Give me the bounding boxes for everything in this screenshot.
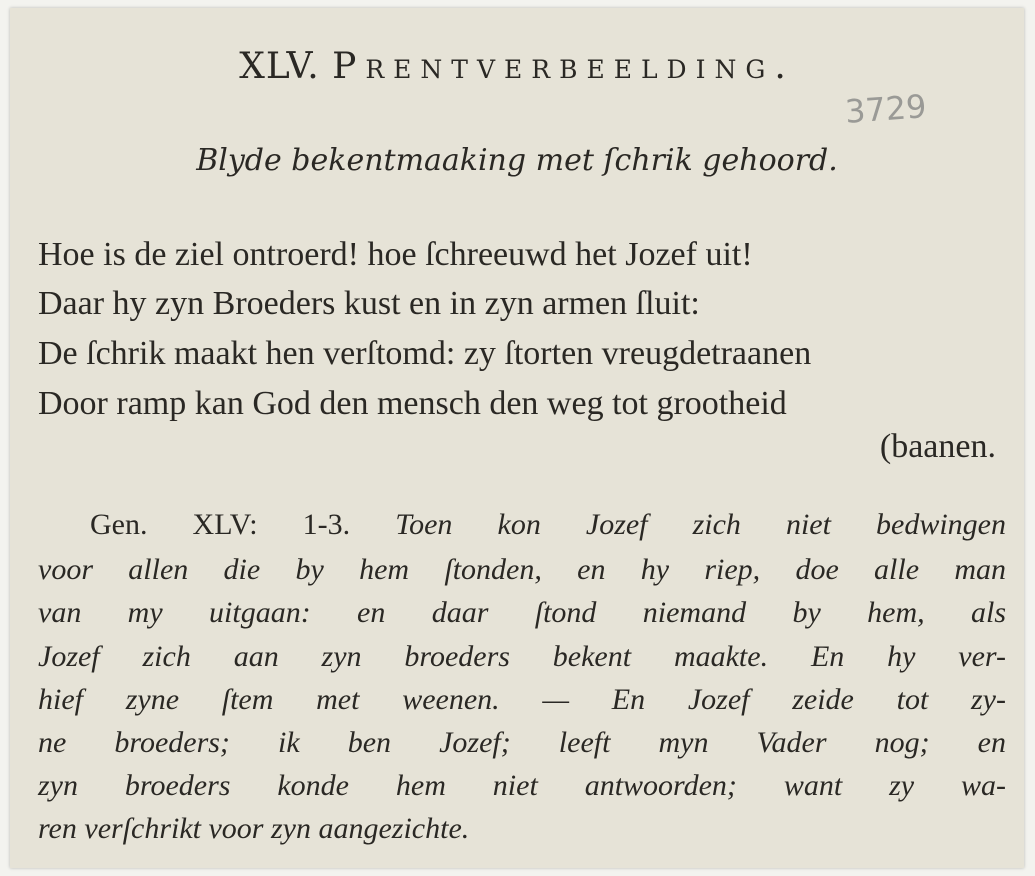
scripture-line-2: voor allen die by hem ſtonden, en hy riep, doe alle man [38,553,1006,586]
verse-line-1: Hoe is de ziel ontroerd! hoe ſchreeuwd het Jozef uit! [38,236,753,273]
inventory-mark: 3729 [843,87,928,131]
subtitle: Blyde bekentmaaking met ſchrik gehoord. [196,143,838,178]
page-sheet [10,8,1024,868]
heading-number: XLV. [239,46,320,87]
heading-title: Prentverbeelding. [332,46,795,87]
verse-line-2: Daar hy zyn Broeders kust en in zyn armen ſluit: [38,285,700,322]
scripture-line-5: hief zyne ſtem met weenen. — En Jozef zeide tot zy- [38,683,1006,716]
scripture-line-3: van my uitgaan: en daar ſtond niemand by hem, als [38,596,1006,629]
verse-line-3: De ſchrik maakt hen verſtomd: zy ſtorten vreugdetraanen [38,335,812,372]
scripture-line-6: ne broeders; ik ben Jozef; leeft myn Vader nog; en [38,726,1006,759]
scripture-reference: Gen. XLV: 1-3. [90,508,351,541]
scripture-line-7: zyn broeders konde hem niet antwoorden; want zy wa- [38,769,1006,802]
page-heading [10,46,1024,87]
verse-line-5: (baanen. [879,428,996,465]
verse-line-4: Door ramp kan God den mensch den weg tot grootheid [38,385,787,422]
scripture-line-1 [90,508,1006,542]
scripture-line-8: ren verſchrikt voor zyn aangezichte. [38,812,470,845]
scripture-text: Toen kon Jozef zich niet bedwingen [395,508,1006,541]
scripture-line-4: Jozef zich aan zyn broeders bekent maakte. En hy ver- [38,640,1006,673]
